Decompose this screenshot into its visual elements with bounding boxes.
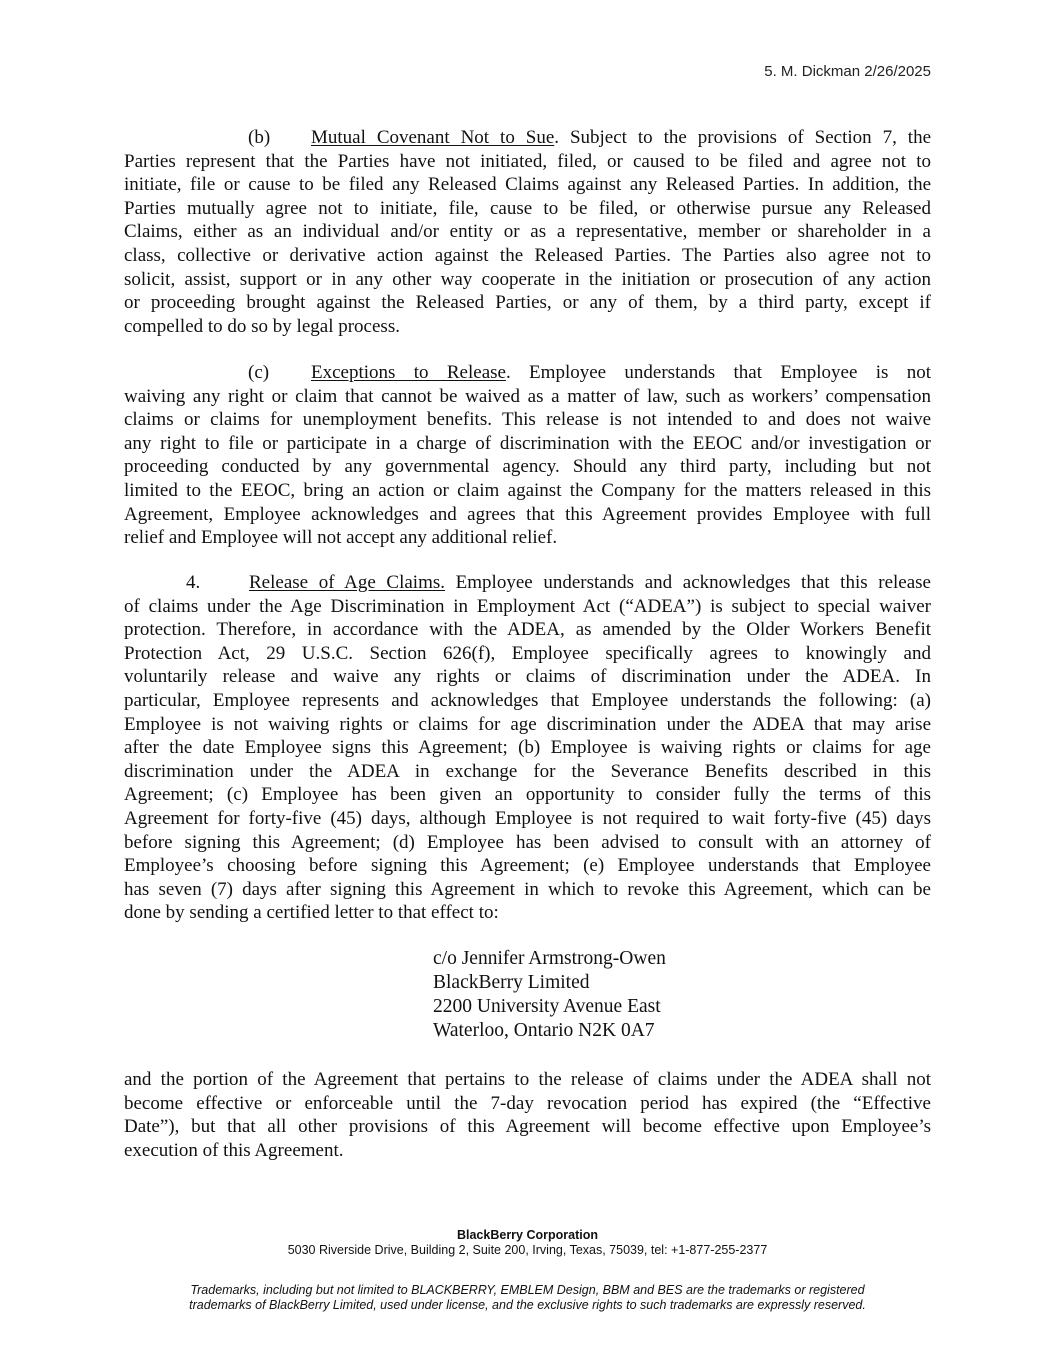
footer-trademark-notice <box>0 1283 1055 1313</box>
section-4-line: protection. Therefore, in accordance with the ADEA, as amended by the Older Workers Benefit <box>124 619 931 641</box>
address-line: Waterloo, Ontario N2K 0A7 <box>433 1020 655 1041</box>
address-block <box>433 947 666 1043</box>
section-c-paragraph <box>124 361 931 550</box>
section-b-paragraph <box>124 126 931 338</box>
section-4-line: Agreement; (c) Employee has been given an opportunity to consider fully the terms of this <box>124 784 931 806</box>
section-c-marker: (c) <box>248 362 270 383</box>
address-line: 2200 University Avenue East <box>433 996 661 1017</box>
section-4-line: discrimination under the ADEA in exchange for the Severance Benefits described in this <box>124 760 931 782</box>
section-c-line: limited to the EEOC, bring an action or claim against the Company for the matters released in this <box>124 479 931 501</box>
section-b-heading: Mutual Covenant Not to Sue <box>311 127 555 148</box>
section-b-text: . Subject to the provisions of Section 7, the <box>554 127 932 148</box>
trademark-line: trademarks of BlackBerry Limited, used under license, and the exclusive rights to such trademarks are expressly reserved. <box>189 1298 866 1312</box>
section-4-line: voluntarily release and waive any rights or claims of discrimination under the ADEA. In <box>124 666 931 688</box>
closing-line: execution of this Agreement. <box>124 1139 344 1161</box>
section-4-line: Agreement for forty-five (45) days, although Employee is not required to wait forty-five (45) days <box>124 807 931 829</box>
section-c-line: any right to file or participate in a charge of discrimination with the EEOC and/or investigation or <box>124 432 931 454</box>
section-4-text: Employee understands and acknowledges that this release <box>445 572 931 593</box>
section-c-line: claims or claims for unemployment benefits. This release is not intended to and does not waive <box>124 409 931 431</box>
section-b-line-0 <box>124 126 931 150</box>
section-4-line: before signing this Agreement; (d) Employee has been advised to consult with an attorney of <box>124 831 931 853</box>
section-b-line: Claims, either as an individual and/or entity or as a representative, member or shareholder in a <box>124 221 931 243</box>
section-b-line: or proceeding brought against the Released Parties, or any of them, by a third party, except if <box>124 292 931 314</box>
section-b-marker: (b) <box>248 127 271 148</box>
section-c-heading: Exceptions to Release <box>311 362 506 383</box>
closing-paragraph <box>124 1068 931 1162</box>
section-4-marker: 4. <box>186 572 201 593</box>
section-c-text: . Employee understands that Employee is not <box>505 362 932 383</box>
footer-company-address: 5030 Riverside Drive, Building 2, Suite 200, Irving, Texas, 75039, tel: +1-877-255-2377 <box>287 1243 768 1257</box>
section-4-line: particular, Employee represents and acknowledges that Employee understands the following: (a) <box>124 689 931 711</box>
section-b-line: Parties mutually agree not to initiate, file, cause to be filed, or otherwise pursue any Released <box>124 197 931 219</box>
section-4-line-0 <box>124 571 931 595</box>
section-b-line: solicit, assist, support or in any other way cooperate in the initiation or prosecution of any action <box>124 268 931 290</box>
section-4-line: Employee is not waiving rights or claims for age discrimination under the ADEA that may arise <box>124 713 931 735</box>
section-c-line: waiving any right or claim that cannot be waived as a matter of law, such as workers’ compensation <box>124 385 931 407</box>
footer-company-name: BlackBerry Corporation <box>456 1228 598 1242</box>
section-c-line: Agreement, Employee acknowledges and agrees that this Agreement provides Employee with full <box>124 503 931 525</box>
trademark-line: Trademarks, including but not limited to BLACKBERRY, EMBLEM Design, BBM and BES are the trademarks or registered <box>190 1283 865 1297</box>
section-4-line: Employee’s choosing before signing this Agreement; (e) Employee understands that Employee <box>124 855 931 877</box>
section-b-line: Parties represent that the Parties have not initiated, filed, or caused to be filed and agree not to <box>124 150 931 172</box>
section-4-line: has seven (7) days after signing this Agreement in which to revoke this Agreement, which can be <box>124 878 931 900</box>
section-4-line: after the date Employee signs this Agreement; (b) Employee is waiving rights or claims for age <box>124 737 931 759</box>
section-4-line: of claims under the Age Discrimination in Employment Act (“ADEA”) is subject to special waiver <box>124 595 931 617</box>
section-4-line: done by sending a certified letter to that effect to: <box>124 902 499 924</box>
section-b-line: initiate, file or cause to be filed any Released Claims against any Released Parties. In addition, the <box>124 174 931 196</box>
section-b-line: compelled to do so by legal process. <box>124 315 400 337</box>
section-4-paragraph <box>124 571 931 925</box>
closing-line: Date”), but that all other provisions of this Agreement will become effective upon Employee’s <box>124 1116 931 1138</box>
address-line: BlackBerry Limited <box>433 972 590 993</box>
section-c-line: proceeding conducted by any governmental agency. Should any third party, including but not <box>124 456 931 478</box>
section-c-line: relief and Employee will not accept any additional relief. <box>124 527 558 549</box>
closing-line: and the portion of the Agreement that pertains to the release of claims under the ADEA shall not <box>124 1069 931 1090</box>
section-4-line: Protection Act, 29 U.S.C. Section 626(f), Employee specifically agrees to knowingly and <box>124 642 931 664</box>
signature-stamp: 5. M. Dickman 2/26/2025 <box>764 63 931 80</box>
section-b-line: class, collective or derivative action against the Released Parties. The Parties also agree not to <box>124 244 931 266</box>
section-4-heading: Release of Age Claims. <box>249 572 446 593</box>
section-c-line-0 <box>124 361 931 385</box>
address-line: c/o Jennifer Armstrong-Owen <box>433 948 666 969</box>
closing-line: become effective or enforceable until the 7-day revocation period has expired (the “Effective <box>124 1092 931 1114</box>
